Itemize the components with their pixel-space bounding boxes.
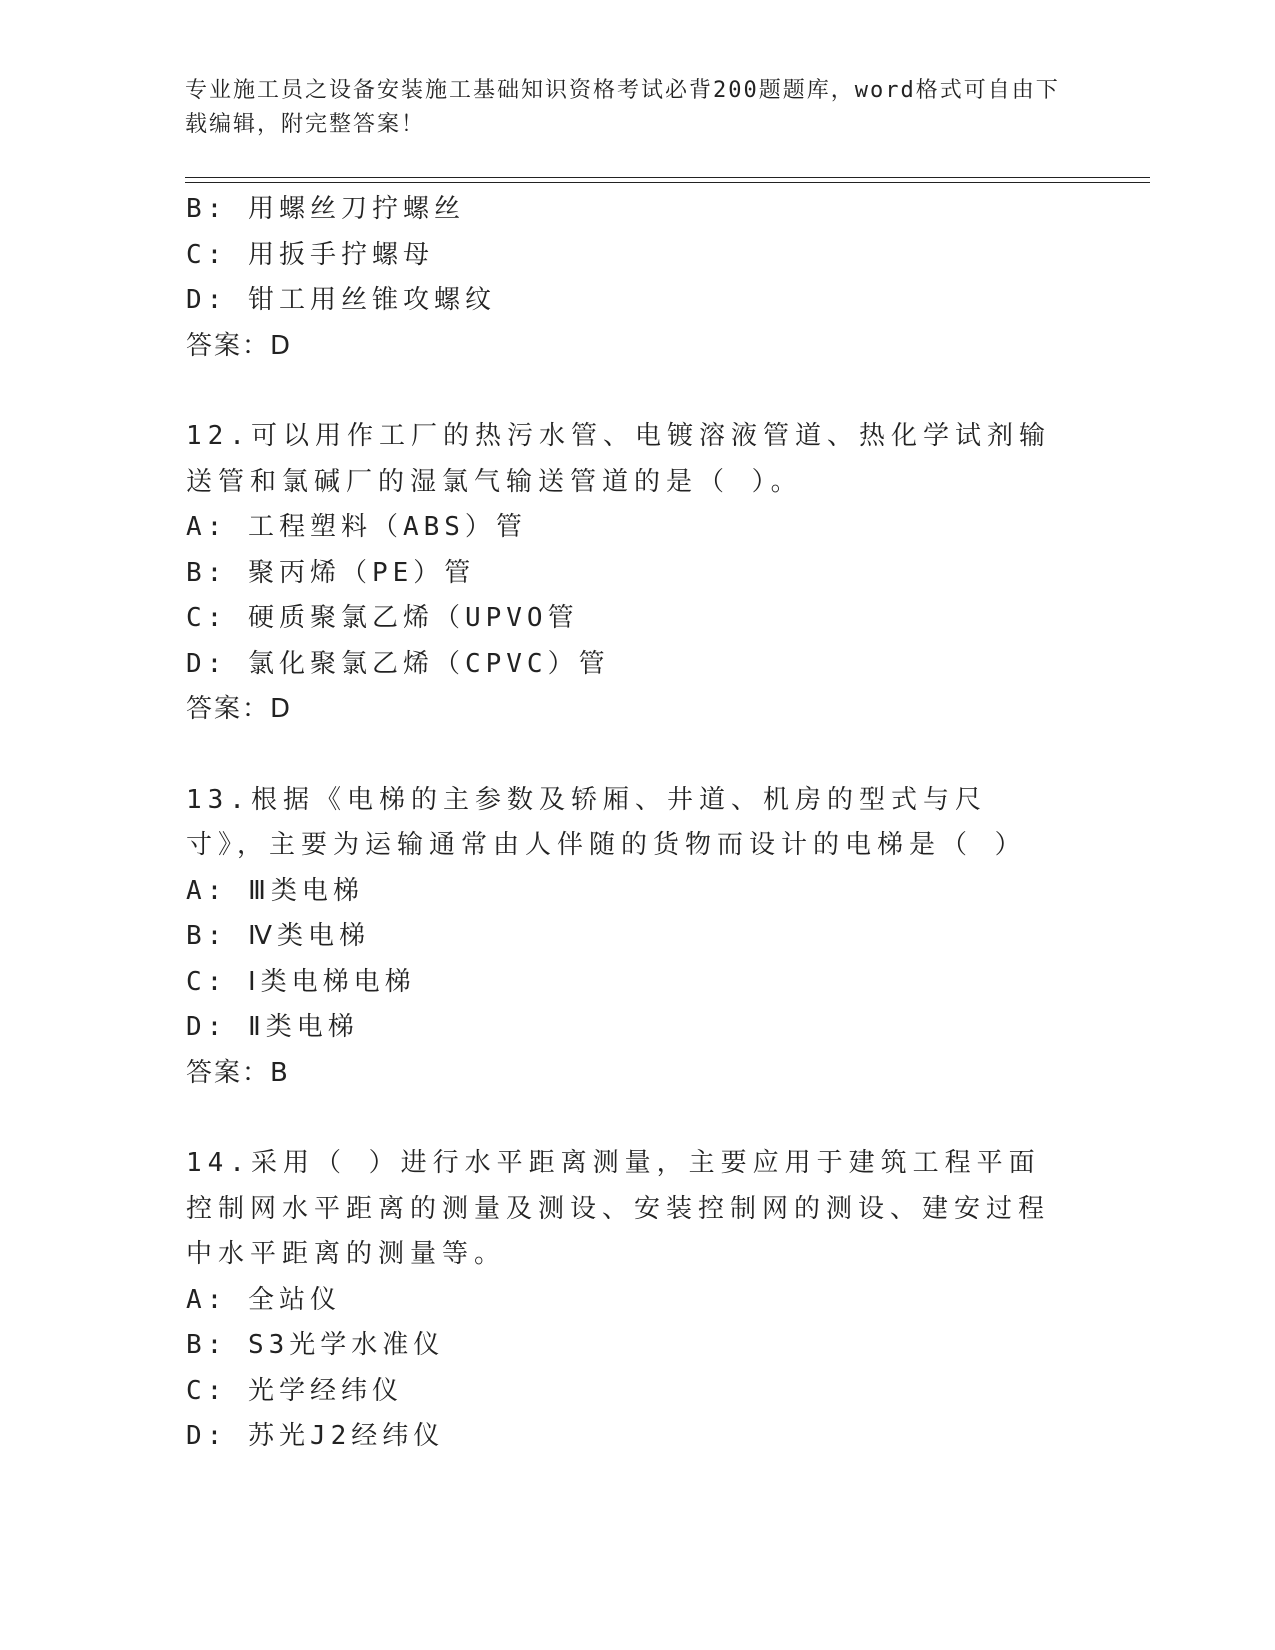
question-13 (186, 778, 1096, 1097)
option-d: D: 氯化聚氯乙烯（CPVC）管 (186, 648, 610, 679)
option-a: A: 工程塑料（ABS）管 (186, 512, 527, 542)
option-b: B: 用螺丝刀拧螺丝 (186, 194, 465, 224)
spacer (186, 1096, 1096, 1141)
option-a: A: 全站仪 (186, 1284, 341, 1315)
spacer (186, 733, 1096, 778)
header-rule-bottom (185, 182, 1150, 183)
option-d: D: 钳工用丝锥攻螺纹 (186, 285, 496, 315)
option-b: B: Ⅳ类电梯 (186, 921, 370, 951)
option-b: B: 聚丙烯（PE）管 (186, 557, 476, 588)
option-b: B: S3光学水准仪 (186, 1330, 445, 1360)
question-14 (186, 1141, 1096, 1460)
option-a: A: Ⅲ类电梯 (186, 875, 364, 906)
document-header: 专业施工员之设备安装施工基础知识资格考试必背200题题库，word格式可自由下载编辑，附完整答案！ (185, 78, 1060, 137)
answer-line: 答案：D (186, 694, 293, 724)
spacer (186, 369, 1096, 414)
option-c: C: 硬质聚氯乙烯（UPVO管 (186, 603, 579, 633)
option-c: C: 光学经纬仪 (186, 1375, 403, 1406)
question-stem: 12.可以用作工厂的热污水管、电镀溶液管道、热化学试剂输送管和氯碱厂的湿氯气输送管道的是（ ）。 (186, 421, 1051, 497)
option-c: C: Ⅰ类电梯电梯 (186, 966, 416, 997)
option-d: D: Ⅱ类电梯 (186, 1012, 359, 1042)
option-c: C: 用扳手拧螺母 (186, 239, 434, 270)
question-11-continued (186, 187, 1096, 369)
header-rule-top (185, 177, 1150, 178)
question-content (186, 187, 1096, 1460)
answer-line: 答案：B (186, 1057, 290, 1088)
question-12 (186, 414, 1096, 733)
answer-line: 答案：D (186, 330, 293, 361)
question-stem: 13.根据《电梯的主参数及轿厢、井道、机房的型式与尺寸》，主要为运输通常由人伴随的货物而设计的电梯是（ ） (186, 784, 1027, 860)
option-d: D: 苏光J2经纬仪 (186, 1421, 445, 1451)
question-stem: 14.采用（ ）进行水平距离测量，主要应用于建筑工程平面控制网水平距离的测量及测设、安装控制网的测设、建安过程中水平距离的测量等。 (186, 1148, 1051, 1269)
